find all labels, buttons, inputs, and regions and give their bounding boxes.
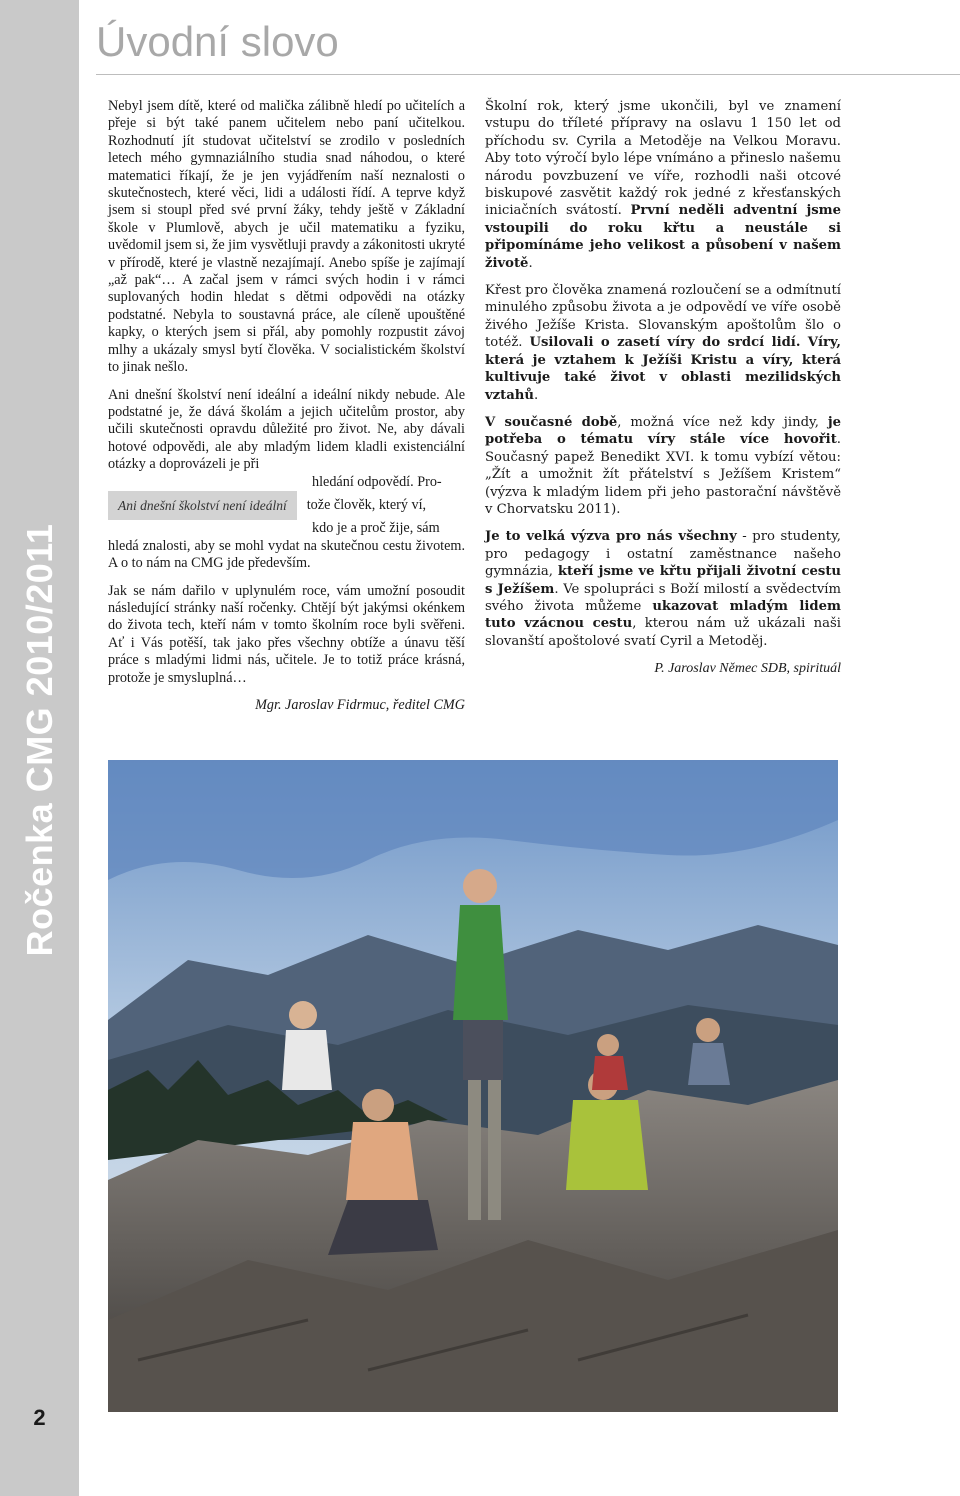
right-p4-mid-1: - pro studenty, pro pedagogy i ostatní zaměstnance našeho gymnázia, bbox=[485, 529, 841, 580]
left-paragraph-2 bbox=[108, 387, 465, 573]
right-p1-bold: První neděli adventní jsme vstoupili do roku křtu a neustále si připomínáme jeho velikost a působení v našem životě bbox=[485, 203, 841, 271]
mountain-scene-image bbox=[108, 760, 838, 1412]
left-paragraph-2-start: Ani dnešní školství není ideální a ideální nikdy nebude. Ale podstatné je, že dává školám a jejich učitelům prostor, aby učili skutečnosti opravdu důležité pro život. Ne, aby dávali hotové odpovědi, ale aby mladým lidem kladli existenciální otázky a doprovázeli je při bbox=[108, 386, 465, 473]
right-p4-bold-1: Je to velká výzva pro nás všechny bbox=[485, 529, 737, 545]
left-paragraph-2-line-b: tože člověk, který ví, bbox=[306, 496, 427, 513]
right-p2-plain: Křest pro člověka znamená rozloučení se a odmítnutí minulého způsobu života a je odpovědí ve víře osobě živého Ježíše Krista. Slovanským apoštolům šlo o totéž. bbox=[485, 283, 841, 351]
left-paragraph-1: Nebyl jsem dítě, které od malička zálibně hledí po učitelích a přeje si být také panem učitelem nebo paní učitelkou. Rozhodnutí jít studovat učitelství se zrodilo v posledních letech mého gymnaziálního studia snad náhodou, o které matematici říkají, že je jen vyjádřením naší neznalosti o skutečnostech, které věci, lidi a události řídí. A teprve když jsem si stoupl před své první žáky, tehdy ještě v Základní škole v Plumlově, abych je učil matematiku a fyziku, uvědomil jsem si, že jim vysvětluji pravdy a zákonitosti ukryté v přírodě, které je vlastně nezajímají. Anebo spíše je zajímají „až pak“… A začal jsem v rámci svých hodin i v rámci suplovaných hodin hledat s dětmi odpovědi na otázky podstatné. Nebyla to soustavná práce, ale cíleně upouštěné kapky, o kterých jsem si přál, aby pomohly rozpustit závoj mlhy a ukázaly smysl bytí člověka. V socialistickém školství to jinak nešlo. bbox=[108, 98, 465, 376]
right-p4-bold-3: ukazovat mladým lidem tuto vzácnou cestu bbox=[485, 598, 841, 632]
left-paragraph-3: Jak se nám dařilo v uplynulém roce, vám umožní posoudit následující stránky naší ročenky. Chtějí být jakýmsi okénkem do života tech, kteří nám v tomto školním roce byli svěřeni. Ať i Vás potěší, tak jako přes všechny obtíže a únavu těší práce s mladými lidmi nás, učitele. Je to totiž práce krásná, protože je smysluplná… bbox=[108, 582, 465, 686]
right-paragraph-2 bbox=[485, 282, 841, 404]
spiritual-signature: P. Jaroslav Němec SDB, spirituál bbox=[654, 661, 841, 677]
right-p3-end: . Současný papež Benedikt XVI. k tomu vybízí větou: „Žít a umožnit žít přátelství s Ježíšem Kristem“ (výzva k mladým lidem při jeho pastorační návštěvě v Chorvatsku 2011). bbox=[485, 432, 841, 517]
pullquote: Ani dnešní školství není ideální bbox=[108, 491, 297, 520]
right-p3-mid-1: , možná více než kdy jindy, bbox=[617, 414, 828, 430]
right-column bbox=[485, 98, 841, 678]
left-paragraph-2-line-a: hledání odpovědí. Pro- bbox=[312, 473, 442, 490]
pullquote-row bbox=[108, 491, 465, 520]
left-paragraph-2-end: hledá znalosti, aby se mohl vydat na skutečnou cestu životem. A o to nám na CMG jde především. bbox=[108, 537, 465, 572]
page-number: 2 bbox=[33, 1405, 46, 1430]
right-p3-bold-1: V současné době bbox=[485, 414, 618, 430]
right-p4-end: , kterou nám už ukázali naši slovanští apoštolové svatí Cyril a Metoděj. bbox=[485, 616, 841, 649]
right-p2-end: . bbox=[533, 387, 539, 403]
right-p3-bold-2: je potřeba o tématu víry stále více hovořit bbox=[485, 414, 841, 448]
sidebar bbox=[0, 0, 79, 1496]
right-p2-bold: Usilovali o zasetí víry do srdcí lidí. Víry, která je vztahem k Ježíši Kristu a víry, která kultivuje také život v oblasti mezilidských vztahů bbox=[485, 335, 841, 403]
right-p4-bold-2: kteří jsme ve křtu přijali životní cestu s Ježíšem bbox=[485, 564, 842, 597]
left-column bbox=[108, 98, 465, 714]
left-paragraph-2-line-c: kdo je a proč žije, sám bbox=[312, 520, 440, 537]
right-p1-plain: Školní rok, který jsme ukončili, byl ve znamení vstupu do tříleté přípravy na oslavu 1 150 let od příchodu sv. Cyrila a Metoděje na Velkou Moravu. Aby toto výročí bylo lépe vnímáno a přineslo našemu národu povzbuzení ve víře, rozhodli naši otcové biskupové zasvětit každý rok jedné z křesťanských iniciačních svátostí. bbox=[485, 99, 841, 219]
director-signature: Mgr. Jaroslav Fidrmuc, ředitel CMG bbox=[255, 697, 465, 713]
right-p4-mid-2: . Ve spolupráci s Boží milostí a svědectvím svého života můžeme bbox=[485, 581, 841, 614]
group-photo bbox=[108, 760, 838, 1412]
yearbook-title: Ročenka CMG 2010/2011 bbox=[19, 523, 60, 957]
page-title: Úvodní slovo bbox=[96, 18, 339, 65]
right-paragraph-1 bbox=[485, 98, 841, 272]
right-p1-end: . bbox=[528, 255, 533, 271]
right-paragraph-3 bbox=[485, 414, 841, 518]
title-divider bbox=[96, 74, 960, 75]
right-paragraph-4 bbox=[485, 528, 841, 650]
